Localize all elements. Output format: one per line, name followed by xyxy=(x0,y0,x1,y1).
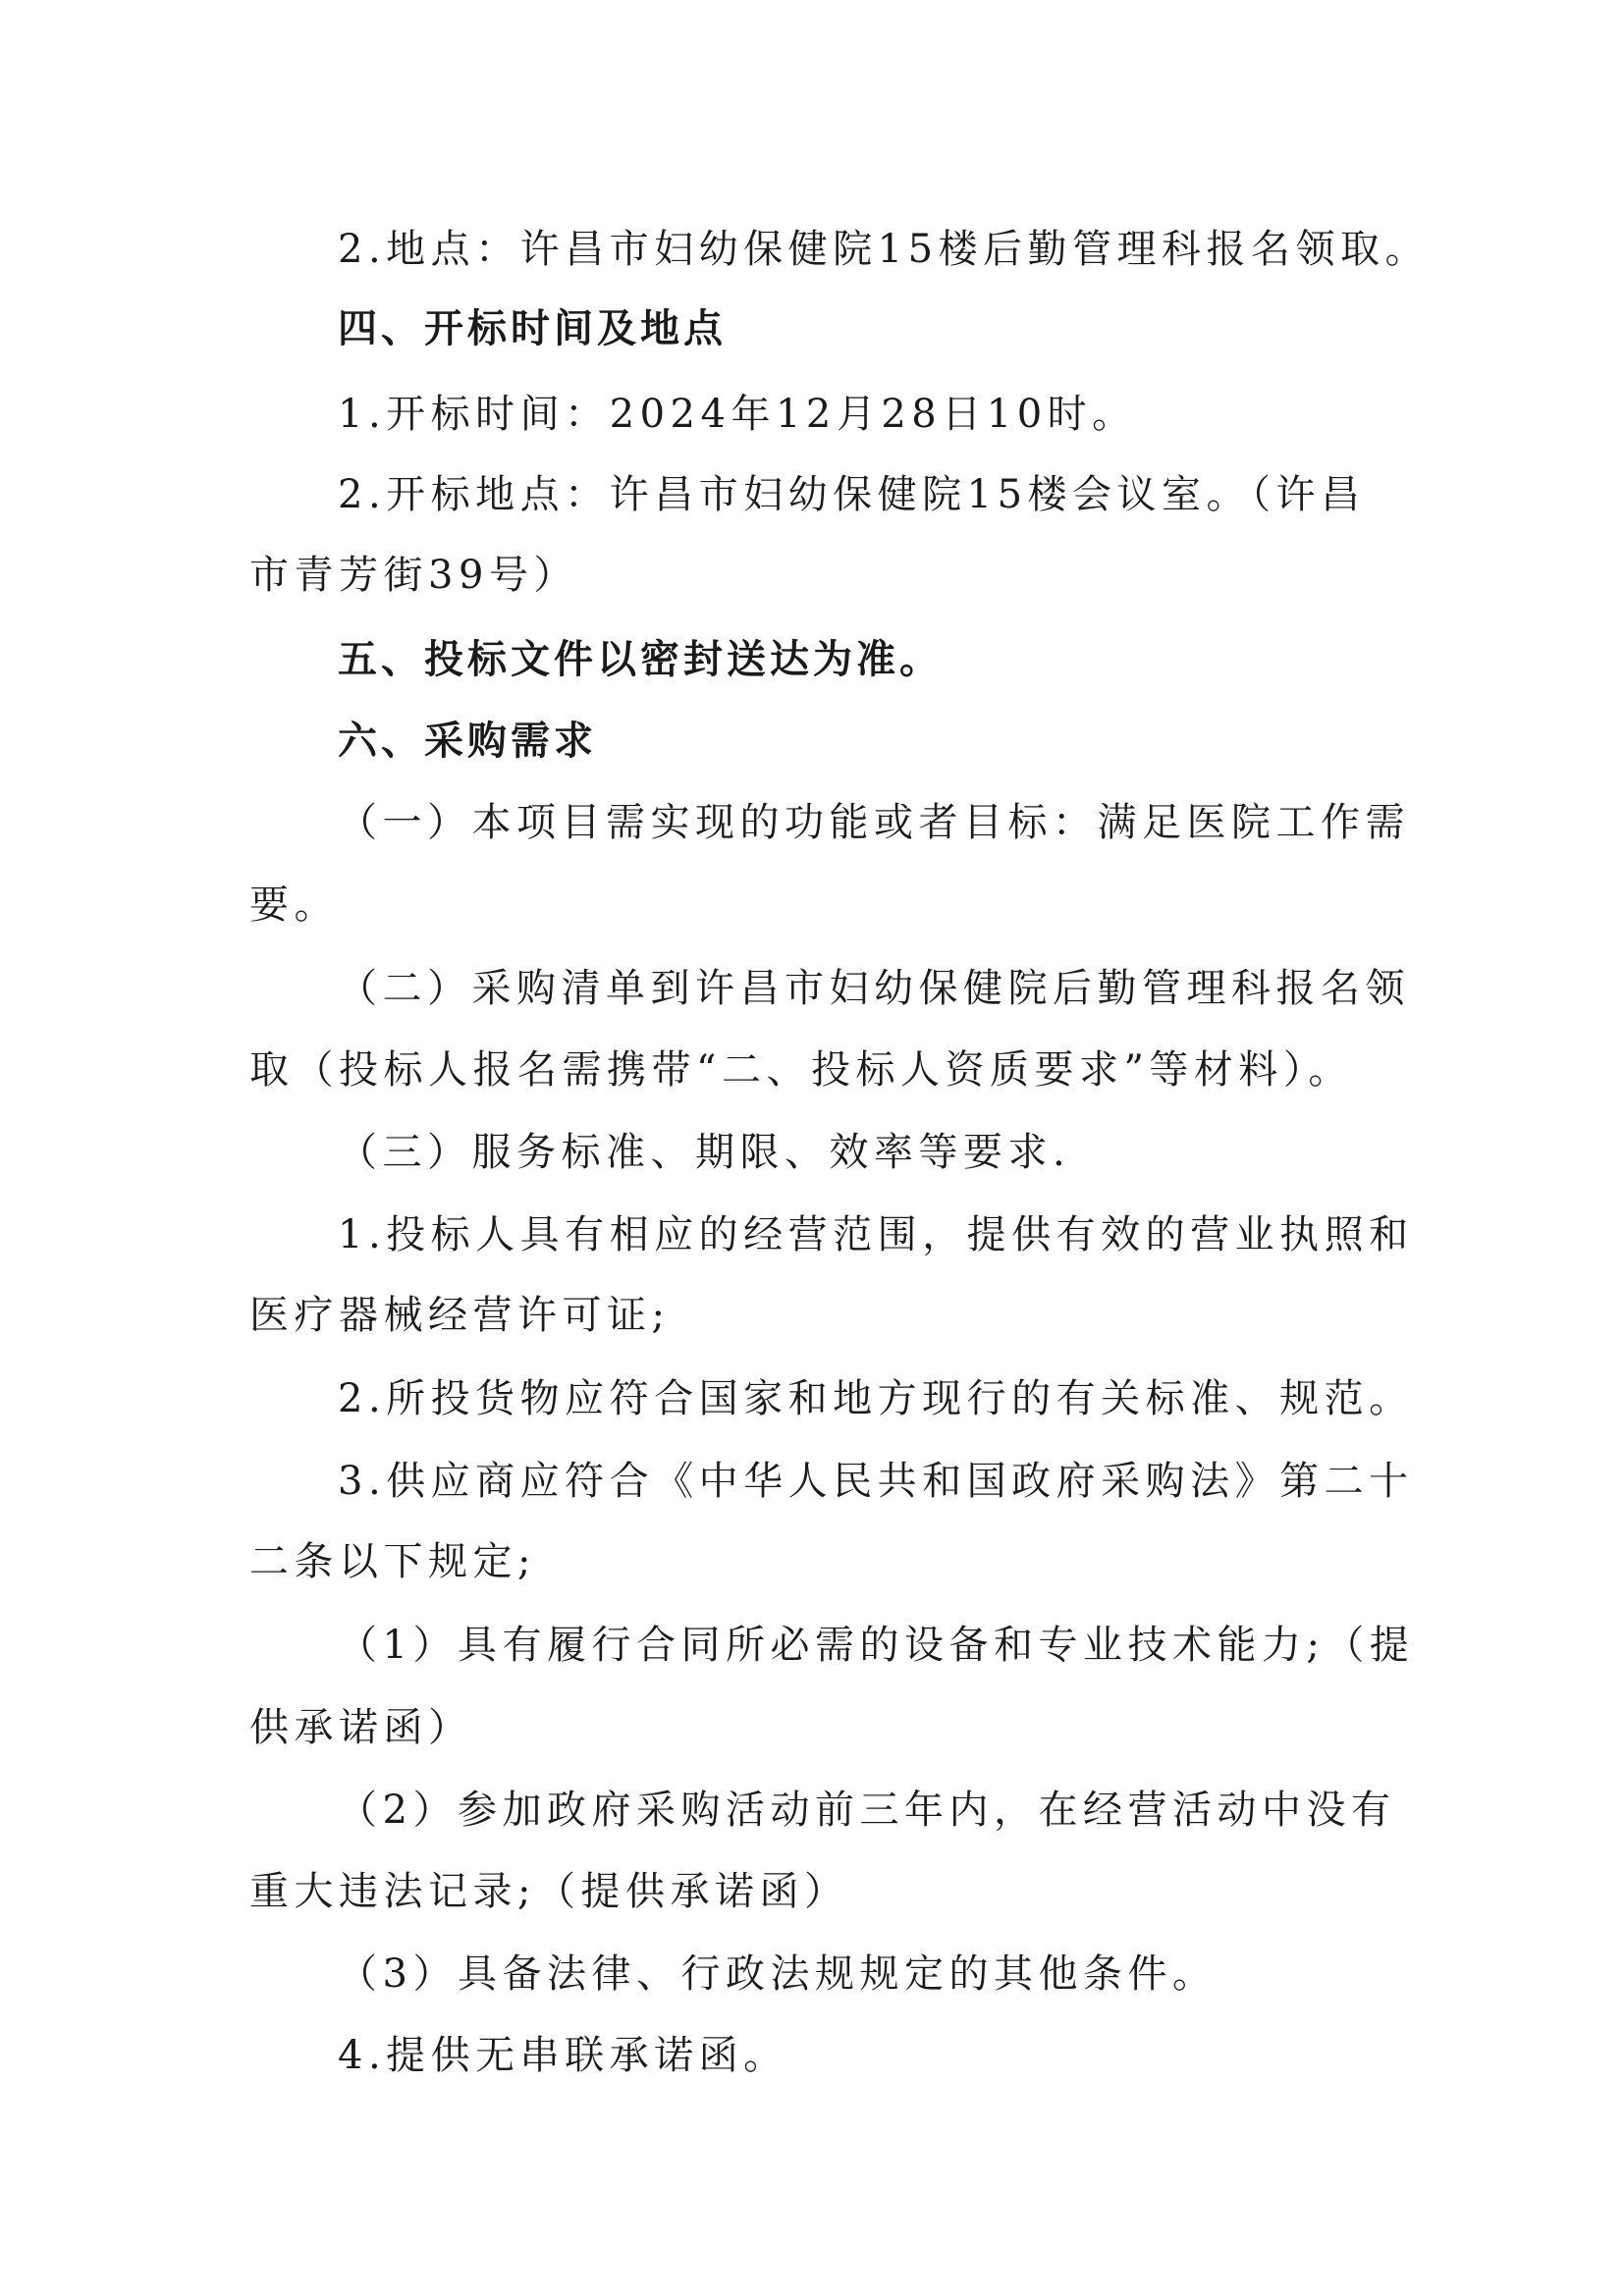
paragraph-line: 供承诺函） xyxy=(249,1705,473,1750)
paragraph-line: 重大违法记录;（提供承诺函） xyxy=(249,1869,849,1914)
paragraph-line: 医疗器械经营许可证; xyxy=(249,1293,671,1338)
section-heading: 五、投标文件以密封送达为准。 xyxy=(338,637,943,682)
paragraph-line: （一）本项目需实现的功能或者目标：满足医院工作需 xyxy=(338,800,1410,845)
paragraph-line: 4.提供无串联承诺函。 xyxy=(338,2033,788,2078)
section-heading: 六、采购需求 xyxy=(338,719,597,764)
paragraph-line: 二条以下规定; xyxy=(249,1539,536,1584)
paragraph-line: 2.所投货物应符合国家和地方现行的有关标准、规范。 xyxy=(338,1376,1414,1421)
paragraph-line: （1）具有履行合同所必需的设备和专业技术能力;（提 xyxy=(338,1623,1415,1668)
paragraph-line: 要。 xyxy=(249,882,339,928)
paragraph-line: （2）参加政府采购活动前三年内，在经营活动中没有 xyxy=(338,1788,1396,1833)
paragraph-line: （3）具备法律、行政法规规定的其他条件。 xyxy=(338,1951,1218,1997)
paragraph-line: 1.投标人具有相应的经营范围，提供有效的营业执照和 xyxy=(338,1212,1414,1257)
paragraph-line: 3.供应商应符合《中华人民共和国政府采购法》第二十 xyxy=(338,1459,1414,1504)
paragraph-line: 2.地点：许昌市妇幼保健院15楼后勤管理科报名领取。 xyxy=(338,227,1431,272)
paragraph-line: （二）采购清单到许昌市妇幼保健院后勤管理科报名领 xyxy=(338,966,1410,1011)
paragraph-line: 取（投标人报名需携带“二、投标人资质要求”等材料）。 xyxy=(249,1047,1353,1093)
section-heading: 四、开标时间及地点 xyxy=(338,306,727,351)
paragraph-line: （三）服务标准、期限、效率等要求. xyxy=(338,1130,1071,1175)
paragraph-line: 2.开标地点：许昌市妇幼保健院15楼会议室。（许昌 xyxy=(338,472,1366,517)
paragraph-line: 1.开标时间：2024年12月28日10时。 xyxy=(338,392,1137,437)
paragraph-line: 市青芳街39号） xyxy=(249,553,578,598)
